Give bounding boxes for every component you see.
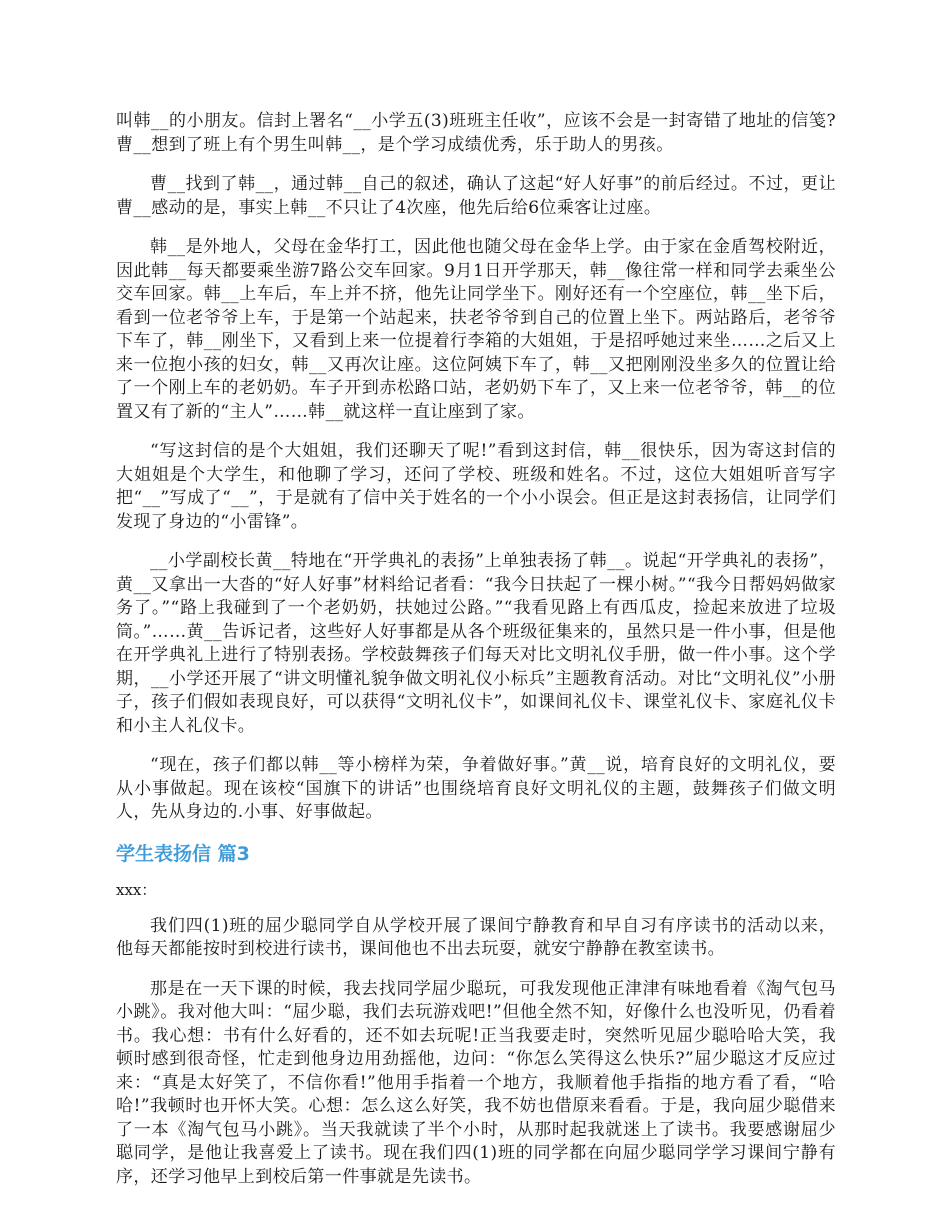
paragraph-bus-story: 韩__是外地人，父母在金华打工，因此他也随父母在金华上学。由于家在金盾驾校附近，因此韩__每天都要乘坐游7路公交车回家。9月1日开学那天，韩__像往常一样和同学去乘坐公交车回家。韩__上车后，车上并不挤，他先让同学坐下。刚好还有一个空座位，韩__坐下后，看到一位老爷爷上车，于是第一个站起来，扶老爷爷到自己的位置上坐下。两站路后，老爷爷下车了，韩__刚坐下，又看到上来一位提着行李箱的大姐姐，于是招呼她过来坐……之后又上来一位抱小孩的妇女，韩__又再次让座。这位阿姨下车了，韩__又把刚刚没坐多久的位置让给了一个刚上车的老奶奶。车子开到赤松路口站，老奶奶下车了，又上来一位老爷爷，韩__的位置又有了新的“主人”……韩__就这样一直让座到了家。 [116, 237, 836, 422]
paragraph-opening-ceremony-praise: __小学副校长黄__特地在“开学典礼的表扬”上单独表扬了韩__。说起“开学典礼的表扬”，黄__又拿出一大沓的“好人好事”材料给记者看：“我今日扶起了一棵小树。”“我今日帮妈妈做家务了。”“路上我碰到了一个老奶奶，扶她过公路。”“我看见路上有西瓜皮，捡起来放进了垃圾筒。”……黄__告诉记者，这些好人好事都是从各个班级征集来的，虽然只是一件小事，但是他在开学典礼上进行了特别表扬。学校鼓舞孩子们每天对比文明礼仪手册，做一件小事。这个学期，__小学还开展了“讲文明懂礼貌争做文明礼仪小标兵”主题教育活动。对比“文明礼仪”小册子，孩子们假如表现良好，可以获得“文明礼仪卡”，如课间礼仪卡、课堂礼仪卡、家庭礼仪卡和小主人礼仪卡。 [116, 551, 836, 736]
paragraph-big-sister-letter: “写这封信的是个大姐姐，我们还聊天了呢!”看到这封信，韩__很快乐，因为寄这封信的大姐姐是个大学生，和他聊了学习，还问了学校、班级和姓名。不过，这位大姐姐听音写字把“__”写成了“__”，于是就有了信中关于姓名的一个小小误会。但正是这封表扬信，让同学们发现了身边的“小雷锋”。 [116, 441, 836, 532]
section-heading: 学生表扬信 篇3 [116, 842, 250, 865]
document-page [116, 110, 836, 1205]
paragraph-qu-shaocong-intro: 我们四(1)班的屈少聪同学自从学校开展了课间宁静教育和早自习有序读书的活动以来，他每天都能按时到校进行读书，课间他也不出去玩耍，就安宁静静在教室读书。 [116, 915, 836, 959]
paragraph-letter-continuation: 叫韩__的小朋友。信封上署名“__小学五(3)班班主任收”，应该不会是一封寄错了地址的信笺?曹__想到了班上有个男生叫韩__，是个学习成绩优秀，乐于助人的男孩。 [116, 111, 836, 155]
paragraph-reading-story: 那是在一天下课的时候，我去找同学屈少聪玩，可我发现他正津津有味地看着《淘气包马小跳》。我对他大叫：“屈少聪，我们去玩游戏吧!”但他全然不知，好像什么也没听见，仍看着书。我心想：书有什么好看的，还不如去玩呢!正当我要走时，突然听见屈少聪哈哈大笑，我顿时感到很奇怪，忙走到他身边用劲摇他，边问：“你怎么笑得这么快乐?”屈少聪这才反应过来：“真是太好笑了，不信你看!”他用手指着一个地方，我顺着他手指指的地方看了看，“哈哈!”我顿时也开怀大笑。心想：怎么这么好笑，我不妨也借原来看看。于是，我向屈少聪借来了一本《淘气包马小跳》。当天我就读了半个小时，从那时起我就迷上了读书。我要感谢屈少聪同学，是他让我喜爱上了读书。现在我们四(1)班的同学都在向屈少聪同学学习课间宁静有序，还学习他早上到校后第一件事就是先读书。 [116, 978, 836, 1187]
paragraph-cao-finds-han: 曹__找到了韩__，通过韩__自己的叙述，确认了这起“好人好事”的前后经过。不过，更让曹__感动的是，事实上韩__不只让了4次座，他先后给6位乘客让过座。 [116, 174, 836, 218]
salutation: xxx： [116, 880, 157, 899]
paragraph-role-models: “现在，孩子们都以韩__等小榜样为荣，争着做好事。”黄__说，培育良好的文明礼仪，要从小事做起。现在该校“国旗下的讲话”也围绕培育良好文明礼仪的主题，鼓舞孩子们做文明人，先从身边的.小事、好事做起。 [116, 755, 836, 822]
